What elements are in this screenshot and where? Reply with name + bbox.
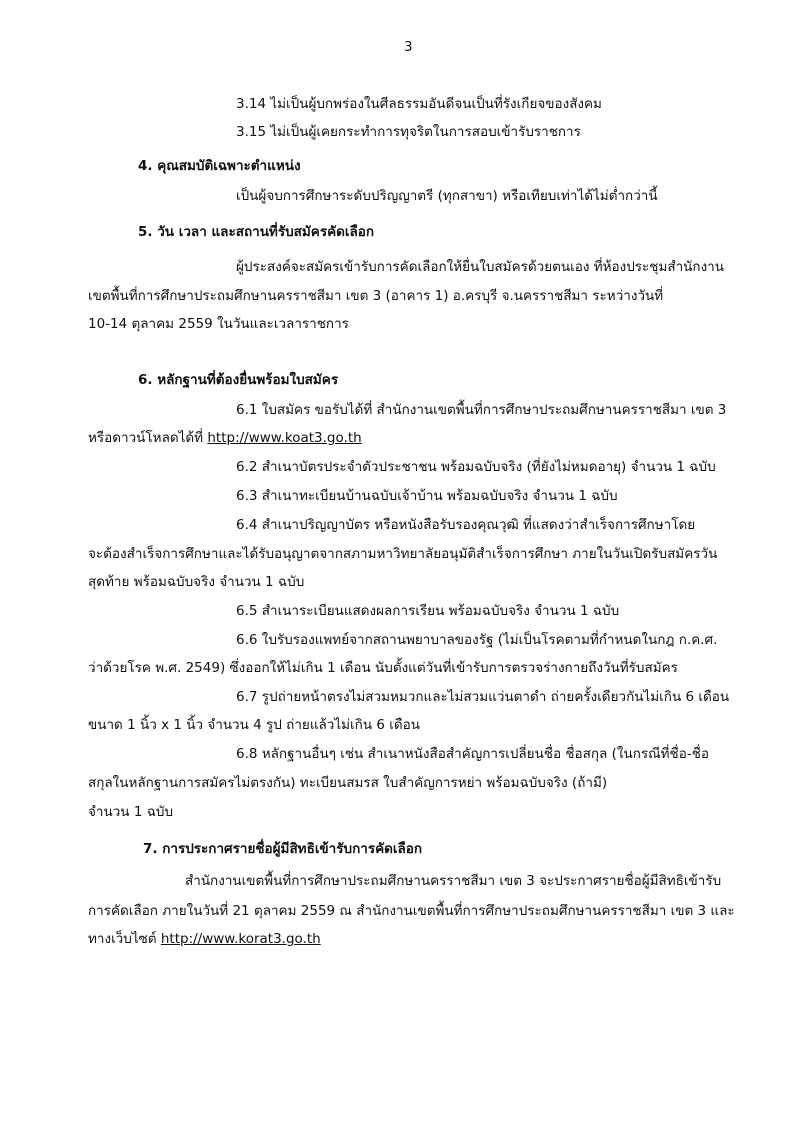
item-6-4-line-3: สุดท้าย พร้อมฉบับจริง จำนวน 1 ฉบับ: [88, 574, 305, 590]
item-6-7-line-2: ขนาด 1 นิ้ว x 1 นิ้ว จำนวน 4 รูป ถ่ายแล้วไม่เกิน 6 เดือน: [88, 717, 420, 733]
item-6-8-line-1: 6.8 หลักฐานอื่นๆ เช่น สำเนาหนังสือสำคัญการเปลี่ยนชื่อ ชื่อสกุล (ในกรณีที่ชื่อ-ชื่อ: [236, 746, 709, 762]
section-5-line-3: 10-14 ตุลาคม 2559 ในวันและเวลาราชการ: [88, 316, 349, 332]
item-6-6-line-1: 6.6 ใบรับรองแพทย์จากสถานพยาบาลของรัฐ (ไม่เป็นโรคตามที่กำหนดในกฎ ก.ค.ศ.: [236, 632, 718, 648]
item-6-1-prefix: หรือดาวน์โหลดได้ที่: [88, 430, 208, 446]
section-6-heading: 6. หลักฐานที่ต้องยื่นพร้อมใบสมัคร: [138, 372, 339, 388]
item-6-8-line-2: สกุลในหลักฐานการสมัครไม่ตรงกัน) ทะเบียนสมรส ใบสำคัญการหย่า พร้อมฉบับจริง (ถ้ามี): [88, 775, 608, 791]
item-6-1-line-1: 6.1 ใบสมัคร ขอรับได้ที่ สำนักงานเขตพื้นที่การศึกษาประถมศึกษานครราชสีมา เขต 3: [236, 402, 727, 418]
section-7-line-3: [88, 930, 321, 948]
section-7-heading: 7. การประกาศรายชื่อผู้มีสิทธิเข้ารับการคัดเลือก: [143, 841, 423, 857]
item-6-3: 6.3 สำเนาทะเบียนบ้านฉบับเจ้าบ้าน พร้อมฉบับจริง จำนวน 1 ฉบับ: [236, 488, 618, 504]
website-link[interactable]: http://www.korat3.go.th: [160, 931, 321, 947]
section-4-heading: 4. คุณสมบัติเฉพาะตำแหน่ง: [138, 158, 301, 174]
section-7-line-2: การคัดเลือก ภายในวันที่ 21 ตุลาคม 2559 ณ สำนักงานเขตพื้นที่การศึกษาประถมศึกษานครราชสีมา เขต 3 และ: [88, 903, 735, 919]
section-7-line-1: สำนักงานเขตพื้นที่การศึกษาประถมศึกษานครราชสีมา เขต 3 จะประกาศรายชื่อผู้มีสิทธิเข้ารับ: [185, 873, 722, 889]
item-6-6-line-2: ว่าด้วยโรค พ.ศ. 2549) ซึ่งออกให้ไม่เกิน 1 เดือน นับตั้งแต่วันที่เข้ารับการตรวจร่างกายถึงวันที่รับสมัคร: [88, 660, 678, 676]
item-3-15: 3.15 ไม่เป็นผู้เคยกระทำการทุจริตในการสอบเข้ารับราชการ: [236, 124, 581, 140]
item-6-2: 6.2 สำเนาบัตรประจำตัวประชาชน พร้อมฉบับจริง (ที่ยังไม่หมดอายุ) จำนวน 1 ฉบับ: [236, 459, 716, 475]
section-5-line-1: ผู้ประสงค์จะสมัครเข้ารับการคัดเลือกให้ยื่นใบสมัครด้วยตนเอง ที่ห้องประชุมสำนักงาน: [236, 259, 724, 275]
item-3-14: 3.14 ไม่เป็นผู้บกพร่องในศีลธรรมอันดีจนเป็นที่รังเกียจของสังคม: [236, 96, 602, 112]
section-5-line-2: เขตพื้นที่การศึกษาประถมศึกษานครราชสีมา เขต 3 (อาคาร 1) อ.ครบุรี จ.นครราชสีมา ระหว่างวันที่: [88, 288, 664, 304]
item-6-4-line-1: 6.4 สำเนาปริญญาบัตร หรือหนังสือรับรองคุณวุฒิ ที่แสดงว่าสำเร็จการศึกษาโดย: [236, 517, 696, 533]
item-6-4-line-2: จะต้องสำเร็จการศึกษาและได้รับอนุญาตจากสภามหาวิทยาลัยอนุมัติสำเร็จการศึกษา ภายในวันเปิดรับสมัครวัน: [88, 546, 718, 562]
item-6-1-line-2: [88, 429, 362, 447]
download-link[interactable]: http://www.koat3.go.th: [207, 430, 362, 446]
page-number: 3: [404, 39, 413, 55]
item-6-5: 6.5 สำเนาระเบียนแสดงผลการเรียน พร้อมฉบับจริง จำนวน 1 ฉบับ: [236, 603, 620, 619]
section-4-body: เป็นผู้จบการศึกษาระดับปริญญาตรี (ทุกสาขา) หรือเทียบเท่าได้ไม่ต่ำกว่านี้: [236, 188, 658, 204]
item-6-8-line-3: จำนวน 1 ฉบับ: [88, 804, 174, 820]
item-6-7-line-1: 6.7 รูปถ่ายหน้าตรงไม่สวมหมวกและไม่สวมแว่นตาดำ ถ่ายครั้งเดียวกันไม่เกิน 6 เดือน: [236, 689, 730, 705]
section-5-heading: 5. วัน เวลา และสถานที่รับสมัครคัดเลือก: [138, 224, 375, 240]
website-prefix: ทางเว็บไซต์: [88, 931, 161, 947]
